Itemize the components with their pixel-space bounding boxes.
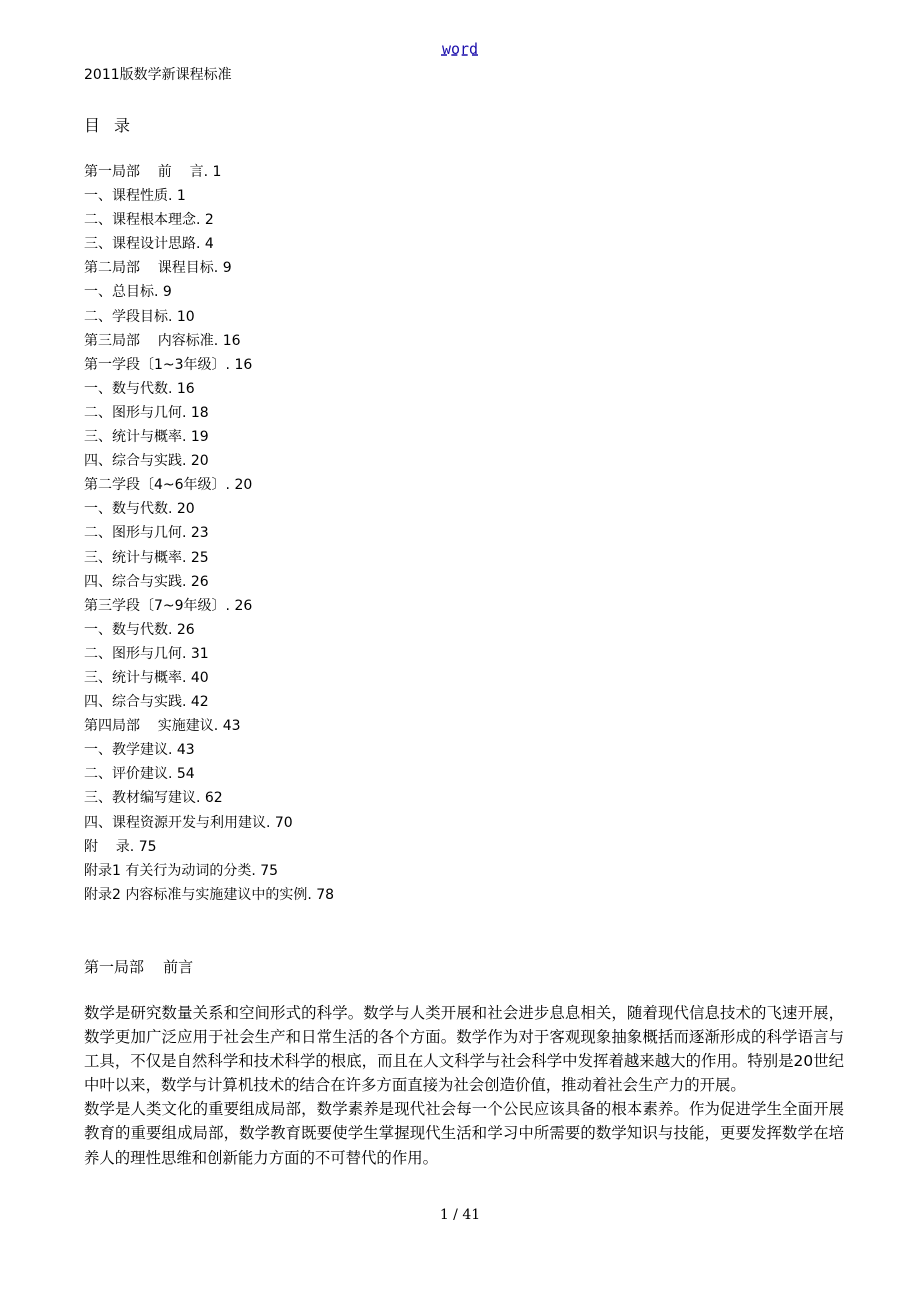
toc-entry: 二、图形与几何. 18 <box>84 404 209 421</box>
toc-entry: 四、综合与实践. 42 <box>84 694 209 711</box>
toc-entry: 一、数与代数. 20 <box>84 501 195 518</box>
toc-entry: 三、课程设计思路. 4 <box>84 236 214 253</box>
toc-entry: 二、图形与几何. 31 <box>84 645 209 662</box>
toc-entry: 三、统计与概率. 19 <box>84 429 209 446</box>
toc-entry: 三、统计与概率. 40 <box>84 669 209 686</box>
section-heading: 第一局部 前言 <box>84 958 194 976</box>
toc-entry: 附录1 有关行为动词的分类. 75 <box>84 862 279 879</box>
paragraph: 数学是人类文化的重要组成局部，数学素养是现代社会每一个公民应该具备的根本素养。作为促进学生全面开展教育的重要组成局部，数学教育既要使学生掌握现代生活和学习中所需要的数学知识与技能，更要发挥数学在培养人的理性思维和创新能力方面的不可替代的作用。 <box>84 1100 844 1167</box>
toc-entry: 一、课程性质. 1 <box>84 188 186 205</box>
page-number: 1 / 41 <box>439 1207 481 1223</box>
toc-entry: 附 录. 75 <box>84 838 157 855</box>
toc-entry: 三、教材编写建议. 62 <box>84 790 223 807</box>
toc-entry: 一、总目标. 9 <box>84 284 172 301</box>
toc-entry: 附录2 内容标准与实施建议中的实例. 78 <box>84 886 335 903</box>
table-of-contents <box>84 160 334 907</box>
toc-entry: 第三局部 内容标准. 16 <box>84 332 241 349</box>
toc-entry: 第一局部 前 言. 1 <box>84 164 222 180</box>
toc-entry: 四、综合与实践. 26 <box>84 573 209 590</box>
toc-title: 目录 <box>84 116 145 135</box>
toc-entry: 第二局部 课程目标. 9 <box>84 260 232 277</box>
toc-entry: 二、学段目标. 10 <box>84 308 195 325</box>
body-text <box>84 1001 844 1170</box>
toc-entry: 第一学段〔1~3年级〕. 16 <box>84 356 253 373</box>
toc-entry: 三、统计与概率. 25 <box>84 549 209 566</box>
toc-entry: 第二学段〔4~6年级〕. 20 <box>84 477 253 494</box>
toc-entry: 一、数与代数. 16 <box>84 380 195 397</box>
toc-entry: 二、评价建议. 54 <box>84 766 195 783</box>
toc-entry: 四、课程资源开发与利用建议. 70 <box>84 814 293 831</box>
toc-entry: 二、课程根本理念. 2 <box>84 212 214 229</box>
paragraph: 数学是研究数量关系和空间形式的科学。数学与人类开展和社会进步息息相关，随着现代信息技术的飞速开展，数学更加广泛应用于社会生产和日常生活的各个方面。数学作为对于客观现象抽象概括而逐渐形成的科学语言与工具，不仅是自然科学和技术科学的根底，而且在人文科学与社会科学中发挥着越来越大的作用。特别是20世纪中叶以来，数学与计算机技术的结合在许多方面直接为社会创造价值，推动着社会生产力的开展。 <box>84 1004 844 1095</box>
document-title: 2011版数学新课程标准 <box>84 67 232 83</box>
toc-entry: 一、教学建议. 43 <box>84 742 195 759</box>
toc-entry: 一、数与代数. 26 <box>84 621 195 638</box>
toc-entry: 第三学段〔7~9年级〕. 26 <box>84 597 253 614</box>
toc-entry: 四、综合与实践. 20 <box>84 453 209 470</box>
toc-entry: 二、图形与几何. 23 <box>84 525 209 542</box>
header-word-link[interactable]: word <box>441 40 479 58</box>
toc-entry: 第四局部 实施建议. 43 <box>84 718 241 735</box>
